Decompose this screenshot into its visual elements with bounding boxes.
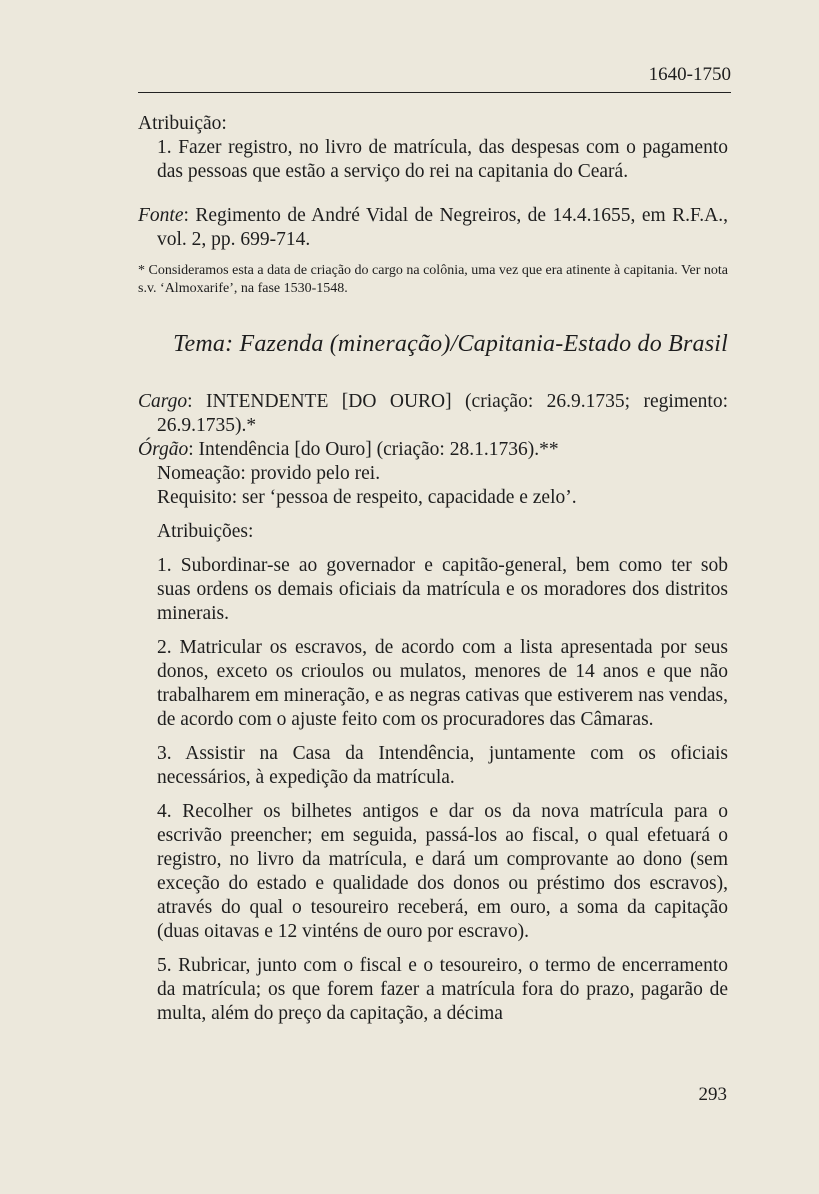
requisito-line: Requisito: ser ‘pessoa de respeito, capacidade e zelo’. bbox=[157, 487, 577, 508]
cargo-text: : INTENDENTE [DO OURO] (criação: 26.9.1735; regimento: 26.9.1735).* bbox=[157, 391, 728, 436]
orgao-label: Órgão bbox=[138, 439, 189, 460]
source-label: Fonte bbox=[138, 205, 184, 226]
running-head: 1640-1750 bbox=[648, 64, 731, 85]
section-tema-title: Tema: Fazenda (mineração)/Capitania-Estado do Brasil bbox=[173, 331, 728, 357]
nomeacao-line: Nomeação: provido pelo rei. bbox=[157, 463, 381, 484]
page-content bbox=[138, 112, 728, 1026]
atribuicao-label: Atribuição: bbox=[138, 113, 227, 134]
cargo-label: Cargo bbox=[138, 391, 188, 412]
orgao-text: : Intendência [do Ouro] (criação: 28.1.1736).** bbox=[188, 439, 559, 460]
atribuicao-item-1: 1. Fazer registro, no livro de matrícula, das despesas com o pagamento das pessoas que estão a serviço do rei na capitania do Ceará. bbox=[157, 137, 728, 182]
page-number: 293 bbox=[698, 1084, 727, 1105]
orgao-line bbox=[138, 438, 728, 462]
atribuicoes-label: Atribuições: bbox=[157, 521, 254, 542]
atribuicao-item: 5. Rubricar, junto com o fiscal e o tesoureiro, o termo de encerramento da matrícula; os que forem fazer a matrícula fora do prazo, pagarão de multa, além do preço da capitação, a décima bbox=[157, 955, 728, 1024]
source-text: : Regimento de André Vidal de Negreiros, de 14.4.1655, em R.F.A., vol. 2, pp. 699-714. bbox=[157, 205, 728, 250]
atribuicao-item: 4. Recolher os bilhetes antigos e dar os da nova matrícula para o escrivão preencher; em seguida, passá-los ao fiscal, o qual efetuará o registro, no livro da matrícula, e dará um comprovante ao dono (sem exceção do estado e qualidade dos donos ou préstimo dos escravos), através do qual o tesoureiro receberá, em ouro, a soma da capitação (duas oitavas e 12 vinténs de ouro por escravo). bbox=[157, 801, 728, 942]
atribuicao-item: 1. Subordinar-se ao governador e capitão-general, bem como ter sob suas ordens os demais oficiais da matrícula e os moradores dos distritos minerais. bbox=[157, 555, 728, 624]
header-rule bbox=[138, 92, 731, 93]
source-citation bbox=[138, 204, 728, 252]
atribuicao-item: 2. Matricular os escravos, de acordo com a lista apresentada por seus donos, exceto os crioulos ou mulatos, menores de 14 anos e que não trabalharem em mineração, e as negras cativas que estiverem nas vendas, de acordo com o ajuste feito com os procuradores das Câmaras. bbox=[157, 637, 728, 730]
footnote: * Consideramos esta a data de criação do cargo na colônia, uma vez que era atinente à capitania. Ver nota s.v. ‘Almoxarife’, na fase 1530-1548. bbox=[138, 263, 728, 296]
atribuicao-item: 3. Assistir na Casa da Intendência, juntamente com os oficiais necessários, à expedição da matrícula. bbox=[157, 743, 728, 788]
cargo-line bbox=[138, 390, 728, 438]
